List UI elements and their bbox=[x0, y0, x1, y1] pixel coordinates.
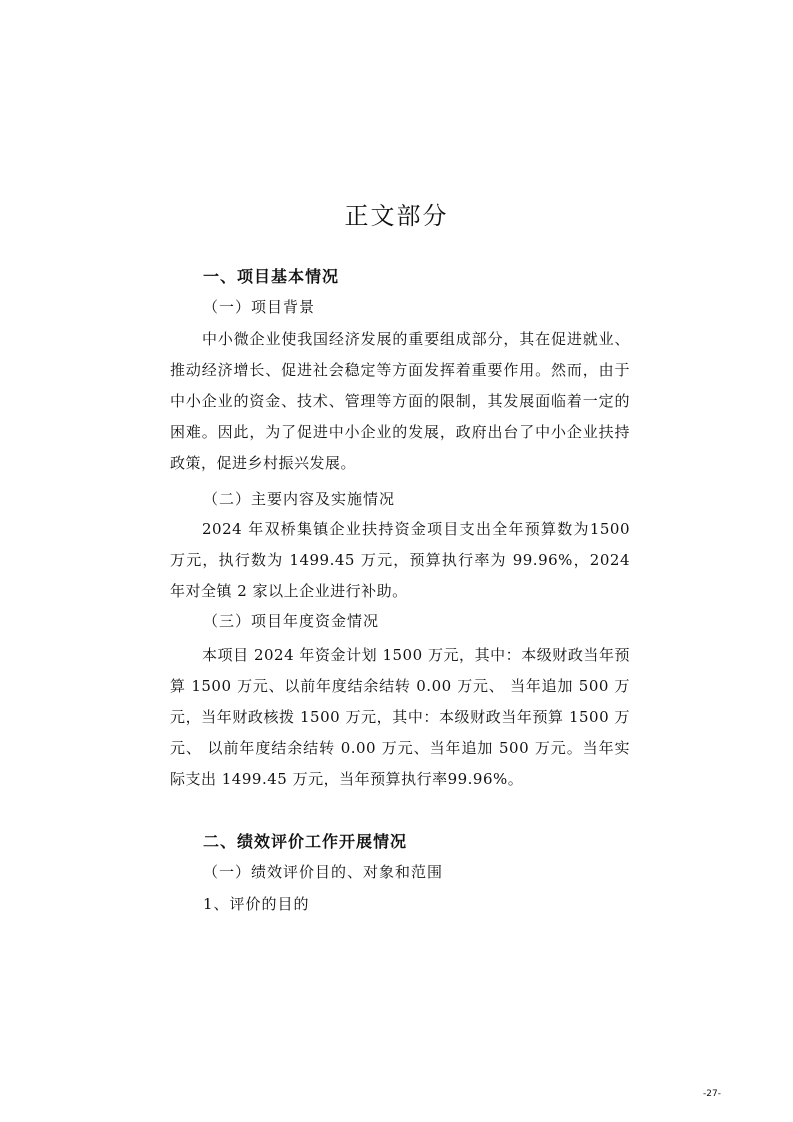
list-item-1: 1、评价的目的 bbox=[203, 895, 310, 913]
page-title: 正文部分 bbox=[344, 202, 449, 230]
subsection-1-2-heading: （二）主要内容及实施情况 bbox=[203, 490, 396, 508]
implementation-paragraph: 2024 年双桥集镇企业扶持资金项目支出全年预算数为1500 万元，执行数为 1499.45 万元，预算执行率为 99.96%，2024 年对全镇 2 家以上企业进行补助。 bbox=[170, 520, 630, 600]
background-paragraph: 中小微企业使我国经济发展的重要组成部分，其在促进就业、推动经济增长、促进社会稳定等方面发挥着重要作用。然而，由于中小企业的资金、技术、管理等方面的限制，其发展面临着一定的困难。因此，为了促进中小企业的发展，政府出台了中小企业扶持政策，促进乡村振兴发展。 bbox=[170, 330, 630, 472]
page-number: -27- bbox=[703, 1089, 721, 1099]
subsection-1-3-heading: （三）项目年度资金情况 bbox=[203, 612, 380, 630]
funding-paragraph: 本项目 2024 年资金计划 1500 万元，其中：本级财政当年预算 1500 万元、以前年度结余结转 0.00 万元、 当年追加 500 万元，当年财政核拨 1500 万元，其中：本级财政当年预算 1500 万元、 以前年度结余结转 0.00 万元、当年追加 500 万元。当年实际支出 1499.45 万元，当年预算执行率99.96%。 bbox=[170, 646, 630, 788]
subsection-1-1-heading: （一）项目背景 bbox=[203, 298, 316, 316]
section-2-heading: 二、绩效评价工作开展情况 bbox=[203, 832, 408, 851]
subsection-2-1-heading: （一）绩效评价目的、对象和范围 bbox=[203, 863, 444, 881]
section-1-heading: 一、项目基本情况 bbox=[203, 267, 340, 286]
